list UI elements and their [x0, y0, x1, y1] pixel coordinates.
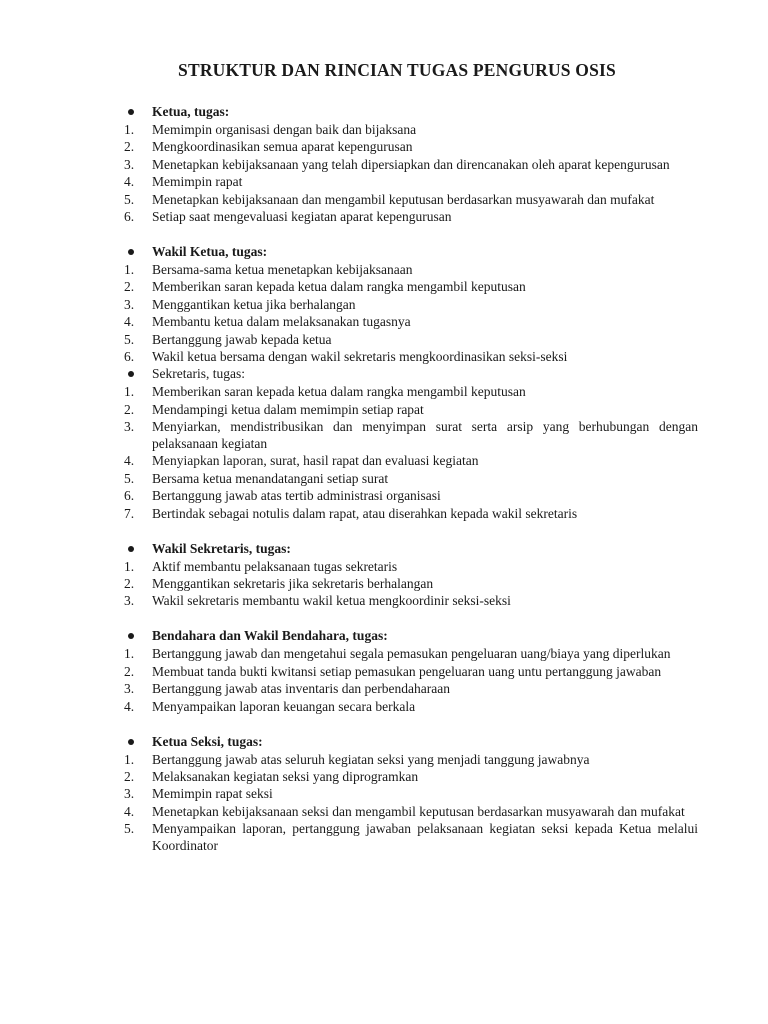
list-item-text: Wakil sekretaris membantu wakil ketua mengkoordinir seksi-seksi — [152, 593, 511, 609]
list-item-number: 4. — [124, 453, 135, 469]
section — [124, 627, 698, 714]
section-heading-text: Ketua, tugas: — [152, 104, 230, 119]
bullet-icon — [128, 371, 134, 377]
list-item-text: Menggantikan sekretaris jika sekretaris berhalangan — [152, 576, 434, 592]
list-item-number: 2. — [124, 576, 135, 592]
list-item-number: 1. — [124, 122, 135, 137]
list-item-number: 3. — [124, 786, 135, 802]
section — [124, 540, 698, 610]
list-item — [124, 191, 698, 208]
list-item-number: 1. — [124, 646, 135, 662]
list-item — [124, 173, 698, 190]
section — [124, 733, 698, 855]
section — [124, 365, 698, 521]
list-item-text: Menetapkan kebijaksanaan yang telah dipersiapkan dan direncanakan oleh aparat kepengurusan — [152, 156, 670, 172]
list-item-number: 2. — [124, 663, 135, 679]
task-list — [124, 261, 698, 365]
section — [124, 243, 698, 365]
section-heading — [124, 365, 698, 382]
section-heading-text: Ketua Seksi, tugas: — [152, 733, 263, 749]
list-item-text: Memimpin organisasi dengan baik dan bijaksana — [152, 122, 417, 137]
section-heading-text: Wakil Sekretaris, tugas: — [152, 540, 291, 556]
task-list — [124, 121, 698, 225]
list-item-number: 1. — [124, 751, 135, 767]
list-item — [124, 505, 698, 522]
list-item-text: Bersama ketua menandatangani setiap surat — [152, 470, 389, 486]
list-item — [124, 680, 698, 697]
list-item-number: 7. — [124, 505, 135, 521]
list-item — [124, 383, 698, 400]
section-heading — [124, 733, 698, 750]
list-item — [124, 592, 698, 609]
list-item — [124, 698, 698, 715]
list-item-number: 1. — [124, 384, 135, 400]
bullet-icon — [128, 109, 134, 115]
list-item — [124, 348, 698, 365]
list-item — [124, 645, 698, 662]
list-item-text: Bertanggung jawab dan mengetahui segala pemasukan pengeluaran uang/biaya yang diperlukan — [152, 646, 671, 662]
list-item-text: Menyampaikan laporan keuangan secara berkala — [152, 698, 416, 714]
list-item-text: Membuat tanda bukti kwitansi setiap pemasukan pengeluaran uang untu pertanggung jawaban — [152, 663, 662, 679]
list-item-number: 3. — [124, 593, 135, 609]
task-list — [124, 645, 698, 714]
task-list — [124, 558, 698, 610]
section-heading — [124, 627, 698, 644]
list-item-number: 5. — [124, 191, 135, 207]
list-item-text: Bertanggung jawab kepada ketua — [152, 331, 332, 347]
list-item-number: 5. — [124, 470, 135, 486]
section-heading — [124, 540, 698, 557]
section-heading-text: Wakil Ketua, tugas: — [152, 243, 268, 259]
list-item-number: 5. — [124, 821, 135, 837]
list-item-number: 2. — [124, 768, 135, 784]
sections-container — [124, 103, 698, 854]
list-item — [124, 452, 698, 469]
list-item-text: Wakil ketua bersama dengan wakil sekretaris mengkoordinasikan seksi-seksi — [152, 348, 568, 364]
list-item — [124, 751, 698, 768]
list-item-number: 1. — [124, 558, 135, 574]
list-item — [124, 575, 698, 592]
list-item — [124, 296, 698, 313]
list-item — [124, 401, 698, 418]
list-item — [124, 331, 698, 348]
list-item — [124, 470, 698, 487]
list-item-text: Bertanggung jawab atas seluruh kegiatan seksi yang menjadi tanggung jawabnya — [152, 751, 590, 767]
list-item-number: 2. — [124, 279, 135, 295]
list-item-text: Menyampaikan laporan, pertanggung jawaban pelaksanaan kegiatan seksi kepada Ketua melalui Koordinator — [152, 821, 698, 854]
section-heading-text: Bendahara dan Wakil Bendahara, tugas: — [152, 628, 388, 644]
list-item — [124, 156, 698, 173]
bullet-icon — [128, 249, 134, 255]
list-item — [124, 487, 698, 504]
list-item — [124, 418, 698, 452]
list-item — [124, 663, 698, 680]
list-item-text: Setiap saat mengevaluasi kegiatan aparat kepengurusan — [152, 208, 452, 224]
bullet-icon — [128, 633, 134, 639]
list-item — [124, 558, 698, 575]
section — [124, 103, 698, 225]
list-item-number: 3. — [124, 296, 135, 312]
list-item-text: Mengkoordinasikan semua aparat kepengurusan — [152, 139, 413, 155]
section-heading-text: Sekretaris, tugas: — [152, 366, 245, 382]
list-item-text: Mendampingi ketua dalam memimpin setiap rapat — [152, 401, 424, 417]
list-item-text: Memimpin rapat seksi — [152, 786, 273, 802]
list-item-text: Menggantikan ketua jika berhalangan — [152, 296, 356, 312]
list-item-number: 4. — [124, 698, 135, 714]
task-list — [124, 383, 698, 521]
list-item-number: 4. — [124, 314, 135, 330]
list-item — [124, 768, 698, 785]
section-heading — [124, 243, 698, 260]
list-item-number: 3. — [124, 156, 135, 172]
list-item-text: Bertindak sebagai notulis dalam rapat, atau diserahkan kepada wakil sekretaris — [152, 505, 578, 521]
document-title: STRUKTUR DAN RINCIAN TUGAS PENGURUS OSIS — [178, 60, 616, 80]
list-item-text: Menyiapkan laporan, surat, hasil rapat dan evaluasi kegiatan — [152, 453, 479, 469]
list-item-number: 6. — [124, 348, 135, 364]
list-item-text: Memberikan saran kepada ketua dalam rangka mengambil keputusan — [152, 384, 526, 400]
task-list — [124, 751, 698, 855]
list-item-number: 6. — [124, 488, 135, 504]
list-item-number: 2. — [124, 401, 135, 417]
list-item-text: Membantu ketua dalam melaksanakan tugasnya — [152, 314, 411, 330]
list-item — [124, 261, 698, 278]
list-item-text: Menyiarkan, mendistribusikan dan menyimpan surat serta arsip yang berhubungan dengan pelaksanaan kegiatan — [152, 419, 698, 452]
list-item — [124, 803, 698, 820]
list-item-number: 6. — [124, 208, 135, 224]
list-item-text: Memimpin rapat — [152, 174, 243, 190]
list-item — [124, 785, 698, 802]
list-item-text: Memberikan saran kepada ketua dalam rangka mengambil keputusan — [152, 279, 526, 295]
list-item-text: Bertanggung jawab atas inventaris dan perbendaharaan — [152, 681, 451, 697]
list-item — [124, 208, 698, 225]
list-item — [124, 313, 698, 330]
section-heading — [124, 103, 698, 120]
list-item-number: 1. — [124, 261, 135, 277]
list-item-text: Bertanggung jawab atas tertib administrasi organisasi — [152, 488, 441, 504]
bullet-icon — [128, 739, 134, 745]
list-item-text: Menetapkan kebijaksanaan seksi dan mengambil keputusan berdasarkan musyawarah dan mufakat — [152, 803, 685, 819]
list-item-text: Menetapkan kebijaksanaan dan mengambil keputusan berdasarkan musyawarah dan mufakat — [152, 191, 655, 207]
bullet-icon — [128, 546, 134, 552]
list-item-number: 3. — [124, 419, 135, 435]
list-item-number: 4. — [124, 174, 135, 190]
list-item — [124, 278, 698, 295]
list-item-number: 4. — [124, 803, 135, 819]
list-item-text: Bersama-sama ketua menetapkan kebijaksanaan — [152, 261, 413, 277]
list-item — [124, 121, 698, 138]
list-item — [124, 138, 698, 155]
list-item — [124, 820, 698, 854]
list-item-text: Melaksanakan kegiatan seksi yang diprogramkan — [152, 768, 419, 784]
list-item-number: 3. — [124, 681, 135, 697]
list-item-text: Aktif membantu pelaksanaan tugas sekretaris — [152, 558, 398, 574]
list-item-number: 5. — [124, 331, 135, 347]
list-item-number: 2. — [124, 139, 135, 155]
